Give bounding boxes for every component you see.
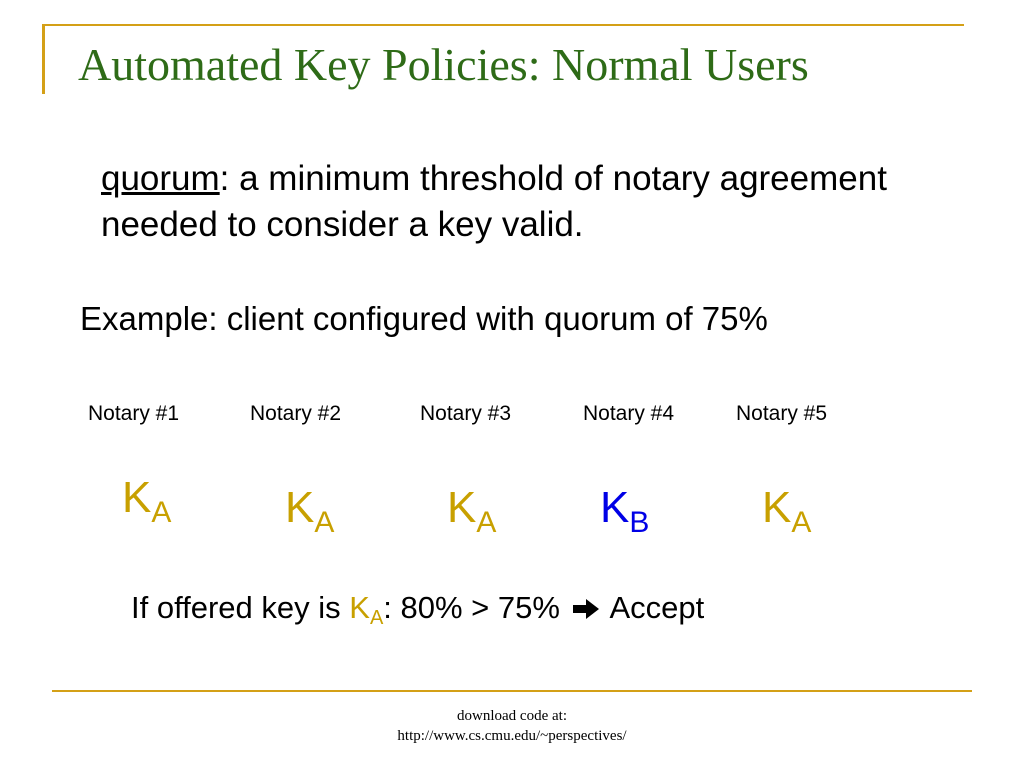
slide-title: Automated Key Policies: Normal Users: [78, 39, 809, 90]
frame-vertical-rule: [42, 26, 45, 94]
notary-5-key: [762, 483, 812, 539]
definition-text: [101, 156, 901, 248]
notary-4-key-sub: B: [629, 506, 650, 539]
footer: [0, 706, 1024, 746]
notary-4-key-main: K: [600, 483, 630, 532]
notary-2-label: Notary #2: [250, 402, 342, 425]
notary-5-key-sub: A: [791, 506, 812, 539]
notary-4-key: [600, 483, 650, 539]
footer-line-1: download code at:: [457, 708, 567, 724]
result-key-main: K: [349, 590, 370, 625]
notary-3-key-sub: A: [476, 506, 497, 539]
example-text: Example: client configured with quorum of 75%: [80, 300, 768, 337]
footer-url: http://www.cs.cmu.edu/~perspectives/: [397, 728, 627, 744]
result-statement: [131, 590, 704, 630]
result-comparison: : 80% > 75%: [383, 590, 569, 625]
definition-term: quorum: [101, 159, 220, 198]
notary-5-key-main: K: [762, 483, 792, 532]
frame-horizontal-rule: [42, 24, 964, 26]
notary-1-key: [122, 473, 172, 529]
notary-3-key-main: K: [447, 483, 477, 532]
notary-2-key-main: K: [285, 483, 315, 532]
bold-right-arrow-icon: [573, 592, 599, 628]
notary-1-key-main: K: [122, 473, 152, 522]
notary-3-label: Notary #3: [420, 402, 512, 425]
notary-1-label: Notary #1: [88, 402, 180, 425]
notary-2-key: [285, 483, 335, 539]
footer-rule: [52, 690, 972, 692]
notary-4-label: Notary #4: [583, 402, 675, 425]
notary-3-key: [447, 483, 497, 539]
notary-1-key-sub: A: [151, 496, 172, 529]
notary-5-label: Notary #5: [736, 402, 828, 425]
notary-2-key-sub: A: [314, 506, 335, 539]
result-key-sub: A: [369, 607, 384, 629]
result-suffix: Accept: [602, 590, 705, 625]
result-prefix: If offered key is: [131, 590, 350, 625]
result-key: [349, 590, 384, 629]
definition-body: : a minimum threshold of notary agreement needed to consider a key valid.: [101, 159, 887, 244]
